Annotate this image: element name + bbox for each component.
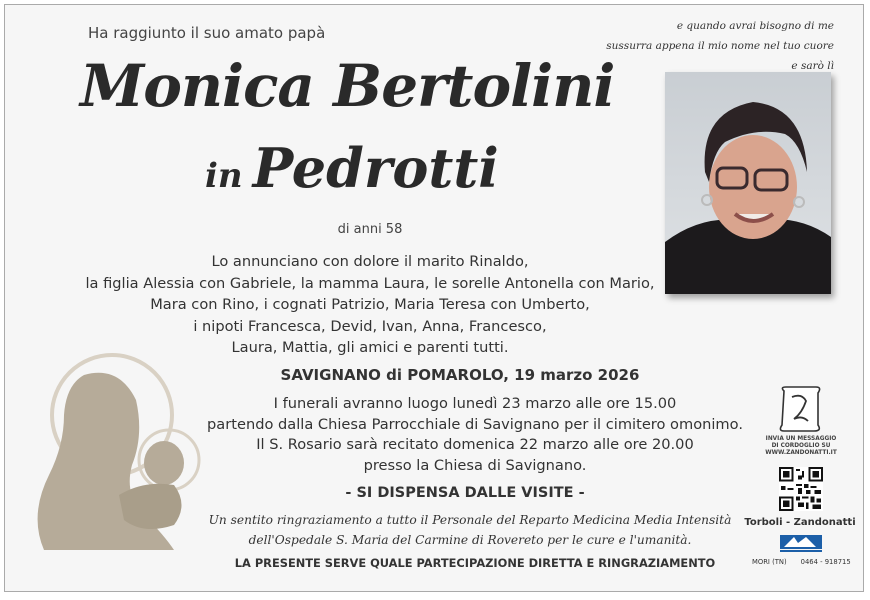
deceased-name: Monica Bertolini bbox=[80, 52, 615, 120]
qr-code-icon[interactable] bbox=[779, 467, 823, 511]
invite-line: INVIA UN MESSAGGIO bbox=[765, 436, 837, 442]
funeral-line: presso la Chiesa di Savignano. bbox=[363, 456, 587, 474]
intro-text: Ha raggiunto il suo amato papà bbox=[88, 24, 326, 42]
married-name bbox=[205, 136, 499, 200]
invite-line: WWW.ZANDONATTI.IT bbox=[765, 450, 837, 457]
madonna-child-icon bbox=[24, 345, 204, 560]
thanks-line: dell'Ospedale S. Maria del Carmine di Rovereto per le cure e l'umanità. bbox=[248, 533, 692, 547]
funeral-line: I funerali avranno luogo lunedì 23 marzo alle ore 15.00 bbox=[273, 395, 677, 412]
thanks-line: Un sentito ringraziamento a tutto il Personale del Reparto Medicina Media Intensità bbox=[208, 513, 732, 527]
family-line: Laura, Mattia, gli amici e parenti tutti. bbox=[231, 339, 509, 356]
agency-contact bbox=[752, 558, 865, 566]
funeral-line: partendo dalla Chiesa Parrocchiale di Savignano per il cimitero omonimo. bbox=[207, 415, 743, 433]
family-line: Mara con Rino, i cognati Patrizio, Maria Teresa con Umberto, bbox=[150, 296, 590, 313]
invite-message bbox=[746, 436, 856, 458]
poem-quote bbox=[604, 16, 834, 76]
poem-line: e sarò lì bbox=[791, 60, 834, 72]
portrait-photo bbox=[665, 72, 831, 294]
family-line: la figlia Alessia con Gabriele, la mamma Laura, le sorelle Antonella con Mario, bbox=[85, 274, 655, 292]
no-visits-notice: - SI DISPENSA DALLE VISITE - bbox=[345, 485, 585, 501]
family-line: i nipoti Francesca, Devid, Ivan, Anna, Francesco, bbox=[193, 317, 547, 335]
family-announcement bbox=[20, 251, 720, 359]
agency-name: Torboli - Zandonatti bbox=[744, 517, 856, 528]
funeral-line: Il S. Rosario sarà recitato domenica 22 marzo alle ore 20.00 bbox=[256, 436, 694, 453]
married-name-prefix: in bbox=[205, 156, 243, 196]
scroll-logo-icon bbox=[772, 385, 826, 433]
poem-line: sussurra appena il mio nome nel tuo cuore bbox=[606, 40, 834, 52]
agency-logo-icon bbox=[780, 535, 822, 553]
place-date: SAVIGNANO di POMAROLO, 19 marzo 2026 bbox=[280, 366, 640, 384]
family-line: Lo annunciano con dolore il marito Rinaldo, bbox=[211, 253, 529, 270]
agency-city: MORI (TN) bbox=[752, 558, 787, 566]
agency-phone: 0464 - 918715 bbox=[800, 558, 851, 566]
married-surname: Pedrotti bbox=[252, 136, 499, 200]
poem-line: e quando avrai bisogno di me bbox=[676, 20, 834, 32]
funeral-details bbox=[175, 394, 775, 476]
closing-text: LA PRESENTE SERVE QUALE PARTECIPAZIONE DIRETTA E RINGRAZIAMENTO bbox=[234, 556, 716, 570]
thanks-text bbox=[190, 510, 750, 550]
age-text: di anni 58 bbox=[337, 222, 403, 237]
invite-line: DI CORDOGLIO SU bbox=[771, 443, 831, 450]
